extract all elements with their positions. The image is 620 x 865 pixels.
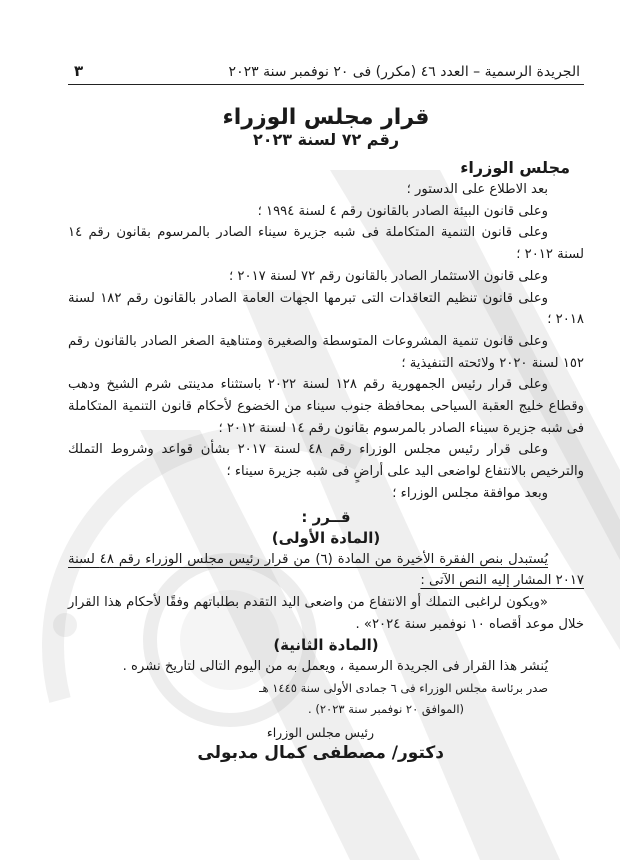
preamble-item: وعلى قانون البيئة الصادر بالقانون رقم ٤ لسنة ١٩٩٤ ؛	[257, 203, 548, 219]
gazette-title: الجريدة الرسمية – العدد ٤٦ (مكرر) فى ٢٠ نوفمبر سنة ٢٠٢٣	[228, 64, 580, 80]
preamble-item: وعلى قرار رئيس الجمهورية رقم ١٢٨ لسنة ٢٠٢٢ باستثناء مدينتى شرم الشيخ ودهب وقطاع خليج العقبة السياحى بمحافظة جنوب سيناء من الخضوع لأحكام قانون التنمية المتكاملة فى شبه جزيرة سيناء الصادر بالمرسوم بقانون رقم ١٤ لسنة ٢٠١٢ ؛	[68, 377, 584, 436]
page-header	[68, 62, 584, 85]
article-2-heading: (المادة الثانية)	[273, 636, 379, 655]
gazette-page	[68, 62, 584, 764]
decree-title: قرار مجلس الوزراء	[222, 105, 430, 130]
preamble-item: وعلى قانون تنمية المشروعات المتوسطة والصغيرة ومتناهية الصغر الصادر بالقانون رقم ١٥٢ لسنة ٢٠٢٠ ولائحته التنفيذية ؛	[68, 333, 584, 371]
issued-line-1: صدر برئاسة مجلس الوزراء فى ٦ جمادى الأولى سنة ١٤٤٥ هـ	[259, 681, 548, 696]
preamble-item: وعلى قانون التنمية المتكاملة فى شبه جزيرة سيناء الصادر بالمرسوم بقانون رقم ١٤ لسنة ٢٠١٢ ؛	[68, 225, 584, 263]
article-2-text: يُنشر هذا القرار فى الجريدة الرسمية ، ويعمل به من اليوم التالى لتاريخ نشره .	[122, 659, 548, 675]
issuer-heading: مجلس الوزراء	[460, 158, 570, 177]
preamble-item: بعد الاطلاع على الدستور ؛	[406, 182, 548, 197]
preamble-item: وعلى قانون تنظيم التعاقدات التى تبرمها الجهات العامة الصادر بالقانون رقم ١٨٢ لسنة ٢٠١٨ ؛	[68, 290, 584, 328]
article-1-heading: (المادة الأولى)	[271, 528, 381, 547]
preamble-item: وعلى قانون الاستثمار الصادر بالقانون رقم ٧٢ لسنة ٢٠١٧ ؛	[229, 268, 548, 284]
preamble	[68, 179, 584, 505]
preamble-item: وعلى قرار رئيس مجلس الوزراء رقم ٤٨ لسنة ٢٠١٧ بشأن قواعد وشروط التملك والترخيص بالانتفاع لواضعى اليد على أراضٍ فى شبه جزيرة سيناء ؛	[68, 442, 584, 480]
decided-heading: قــرر :	[301, 507, 351, 526]
article-1-intro: يُستبدل بنص الفقرة الأخيرة من المادة (٦) من قرار رئيس مجلس الوزراء رقم ٤٨ لسنة ٢٠١٧ المشار إليه النص الآتى :	[68, 551, 584, 589]
page-number: ٣	[74, 62, 84, 80]
preamble-item: وبعد موافقة مجلس الوزراء ؛	[392, 485, 548, 501]
decree-number: رقم ٧٢ لسنة ٢٠٢٣	[252, 130, 400, 149]
issued-line-2: (الموافق ٢٠ نوفمبر سنة ٢٠٢٣) .	[308, 702, 464, 717]
signature-title: رئيس مجلس الوزراء	[266, 725, 374, 741]
article-1-quote: «ويكون لراغبى التملك أو الانتفاع من واضعى اليد التقدم بطلباتهم وفقًا لأحكام هذا القرار خلال موعد أقصاه ١٠ نوفمبر سنة ٢٠٢٤» .	[68, 594, 584, 632]
signature-name: دكتور/ مصطفى كمال مدبولى	[197, 743, 444, 764]
